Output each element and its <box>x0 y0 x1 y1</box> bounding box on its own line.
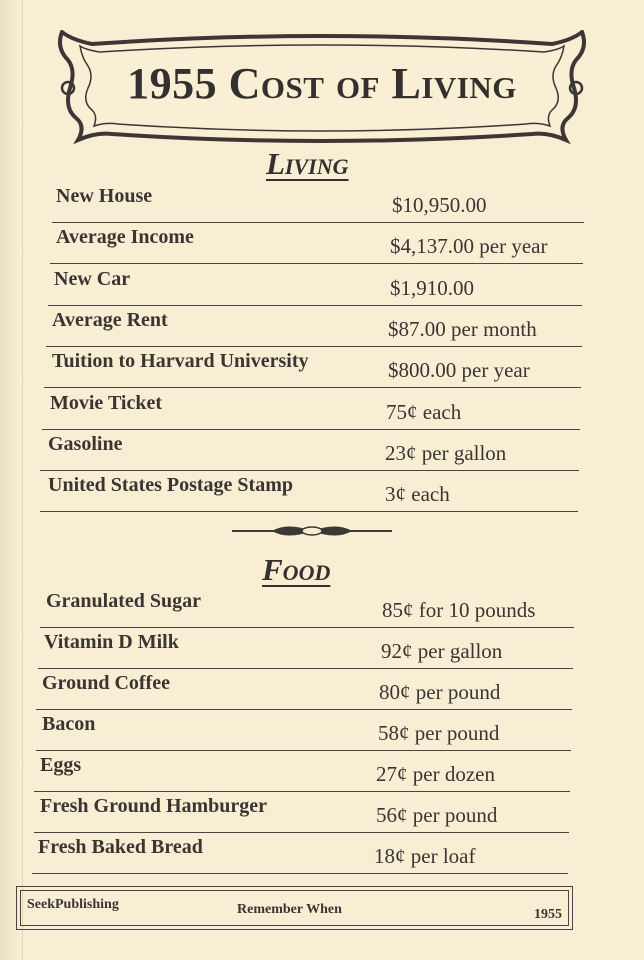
list-item <box>36 668 572 710</box>
item-label: Gasoline <box>48 433 123 455</box>
item-label: Movie Ticket <box>50 392 163 414</box>
page-binding-edge <box>0 0 23 960</box>
list-item <box>44 346 581 388</box>
footer-publisher: SeekPublishing <box>27 897 119 912</box>
list-item <box>34 791 569 833</box>
item-value: $4,137.00 per year <box>390 234 548 258</box>
list-item <box>42 388 580 430</box>
item-label: Eggs <box>40 754 82 776</box>
item-value: 85¢ for 10 pounds <box>382 598 536 622</box>
item-value: 75¢ each <box>386 400 462 424</box>
item-value: $10,950.00 <box>392 193 487 217</box>
list-item <box>38 627 573 669</box>
item-label: New House <box>56 185 153 207</box>
item-value: 56¢ per pound <box>376 803 498 827</box>
item-label: Tuition to Harvard University <box>52 350 309 372</box>
list-item <box>40 586 574 628</box>
item-value: 18¢ per loaf <box>374 844 476 868</box>
item-label: Fresh Ground Hamburger <box>40 795 268 817</box>
list-item <box>50 222 583 264</box>
item-label: Ground Coffee <box>42 672 170 694</box>
item-value: $1,910.00 <box>390 276 474 300</box>
item-value: 58¢ per pound <box>378 721 500 745</box>
list-item <box>32 832 568 874</box>
page-footer <box>16 886 573 930</box>
item-label: New Car <box>54 268 131 290</box>
list-item <box>40 429 579 471</box>
page-title: 1955 Cost of Living <box>127 59 517 108</box>
title-banner <box>52 30 592 148</box>
item-value: $800.00 per year <box>388 358 530 382</box>
item-label: Average Income <box>56 226 194 248</box>
footer-page-year: 1955 <box>534 907 562 922</box>
item-label: Granulated Sugar <box>46 590 202 612</box>
item-label: Average Rent <box>52 309 168 331</box>
item-label: United States Postage Stamp <box>48 474 293 496</box>
item-value: 92¢ per gallon <box>381 639 503 663</box>
list-item <box>46 305 582 347</box>
item-label: Bacon <box>42 713 96 735</box>
list-item <box>34 750 570 792</box>
food-heading: Food <box>262 552 331 587</box>
item-value: 27¢ per dozen <box>376 762 495 786</box>
item-value: 23¢ per gallon <box>385 441 507 465</box>
item-label: Fresh Baked Bread <box>38 836 203 858</box>
list-item <box>36 709 571 751</box>
list-item <box>48 264 582 306</box>
footer-series: Remember When <box>237 902 342 917</box>
list-item <box>52 181 584 223</box>
living-heading: Living <box>266 146 349 181</box>
item-label: Vitamin D Milk <box>44 631 179 653</box>
item-value: $87.00 per month <box>388 317 537 341</box>
list-item <box>40 470 578 512</box>
item-value: 3¢ each <box>385 482 450 506</box>
item-value: 80¢ per pound <box>379 680 501 704</box>
ornament-divider-icon <box>232 520 392 542</box>
